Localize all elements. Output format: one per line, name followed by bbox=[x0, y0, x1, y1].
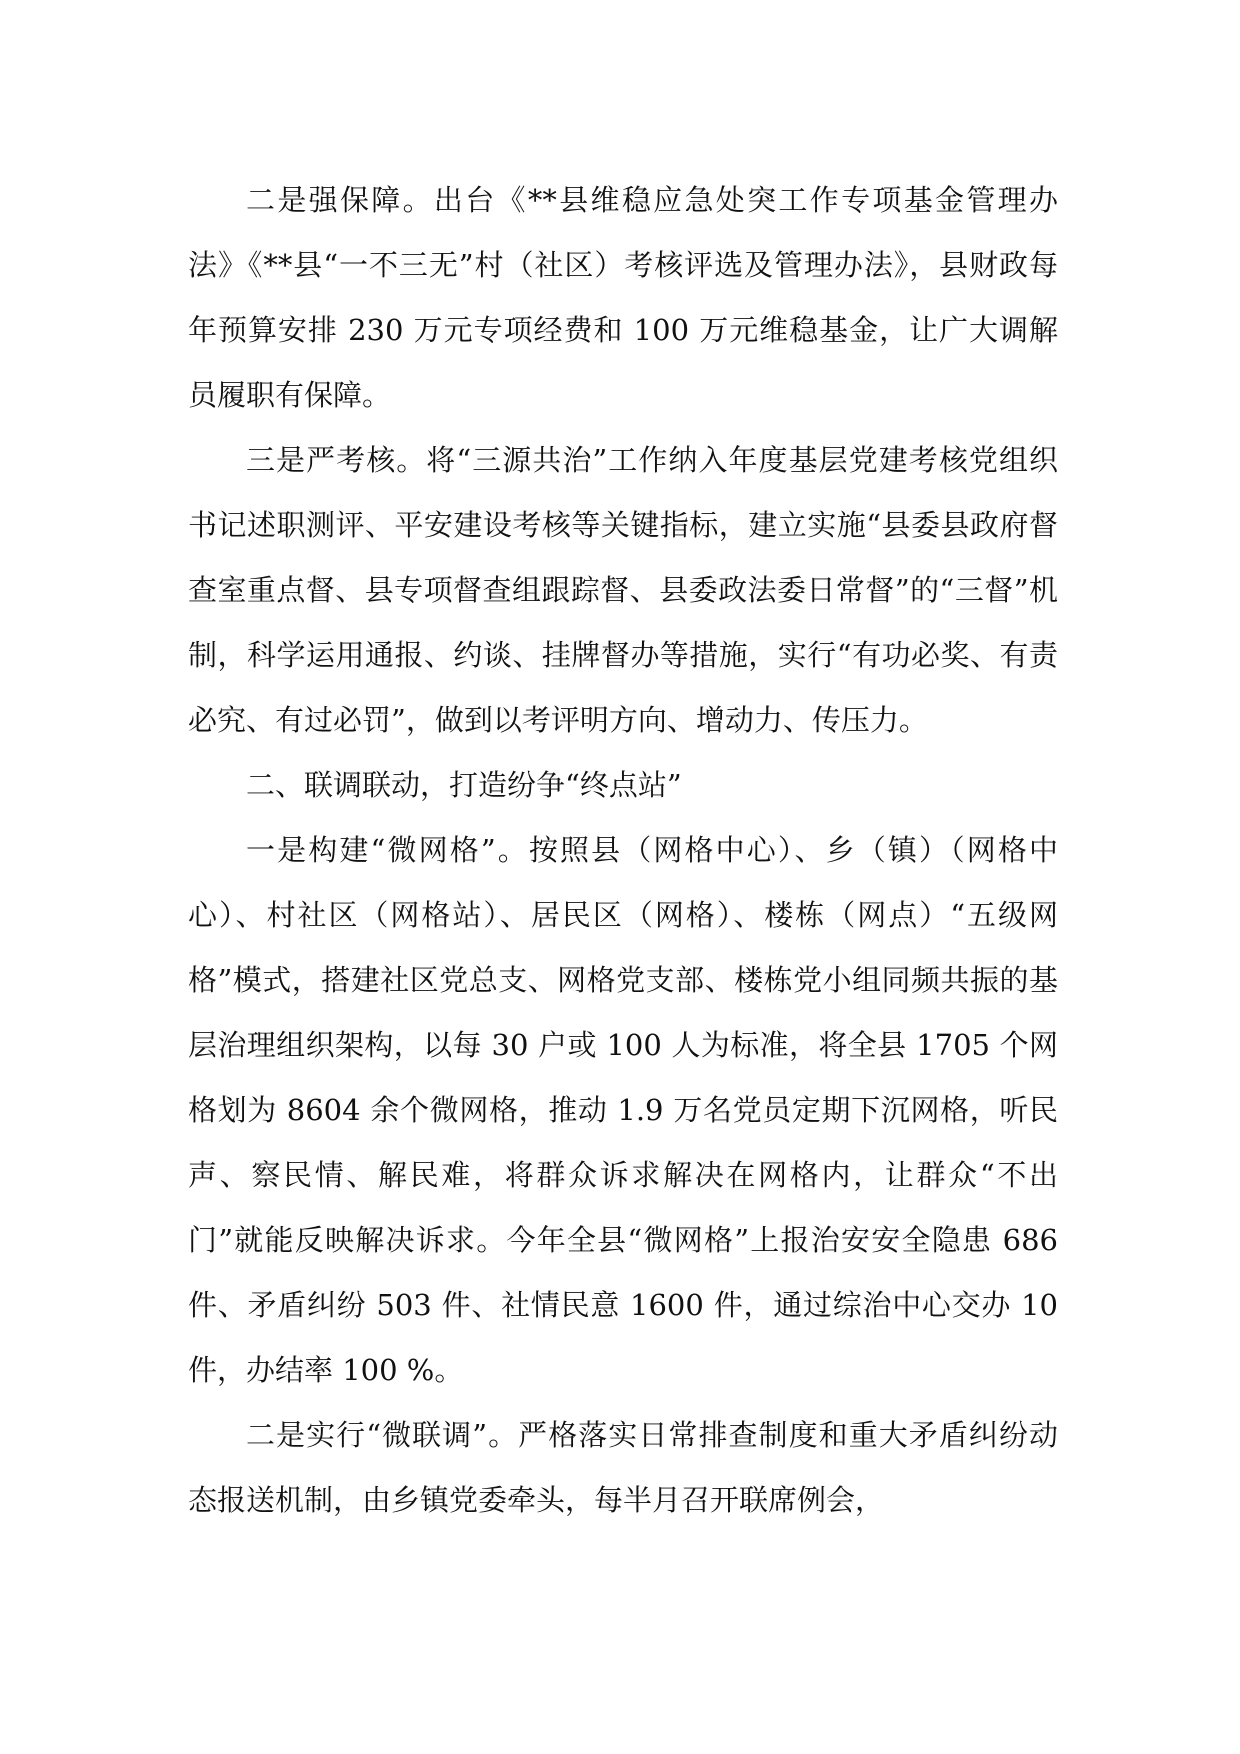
paragraph-micro-joint-mediation: 二是实行“微联调”。严格落实日常排查制度和重大矛盾纠纷动态报送机制，由乡镇党委牵头，每半月召开联席例会， bbox=[188, 1418, 1058, 1517]
paragraph-strict-assessment: 三是严考核。将“三源共治”工作纳入年度基层党建考核党组织书记述职测评、平安建设考核等关键指标，建立实施“县委县政府督查室重点督、县专项督查组跟踪督、县委政法委日常督”的“三督”机制，科学运用通报、约谈、挂牌督办等措施，实行“有功必奖、有责必究、有过必罚”，做到以考评明方向、增动力、传压力。 bbox=[188, 443, 1058, 737]
paragraph-strengthen-guarantee: 二是强保障。出台《**县维稳应急处突工作专项基金管理办法》《**县“一不三无”村（社区）考核评选及管理办法》，县财政每年预算安排 230 万元专项经费和 100 万元维稳基金，让广大调解员履职有保障。 bbox=[188, 183, 1058, 412]
section-heading-joint-mediation: 二、联调联动，打造纷争“终点站” bbox=[246, 768, 682, 802]
document-body bbox=[188, 168, 1058, 1533]
paragraph-micro-grid: 一是构建“微网格”。按照县（网格中心）、乡（镇）（网格中心）、村社区（网格站）、居民区（网格）、楼栋（网点）“五级网格”模式，搭建社区党总支、网格党支部、楼栋党小组同频共振的基层治理组织架构，以每 30 户或 100 人为标准，将全县 1705 个网格划为 8604 余个微网格，推动 1.9 万名党员定期下沉网格，听民声、察民情、解民难，将群众诉求解决在网格内，让群众“不出门”就能反映解决诉求。今年全县“微网格”上报治安安全隐患 686 件、矛盾纠纷 503 件、社情民意 1600 件，通过综治中心交办 10 件，办结率 100 %。 bbox=[188, 833, 1058, 1387]
